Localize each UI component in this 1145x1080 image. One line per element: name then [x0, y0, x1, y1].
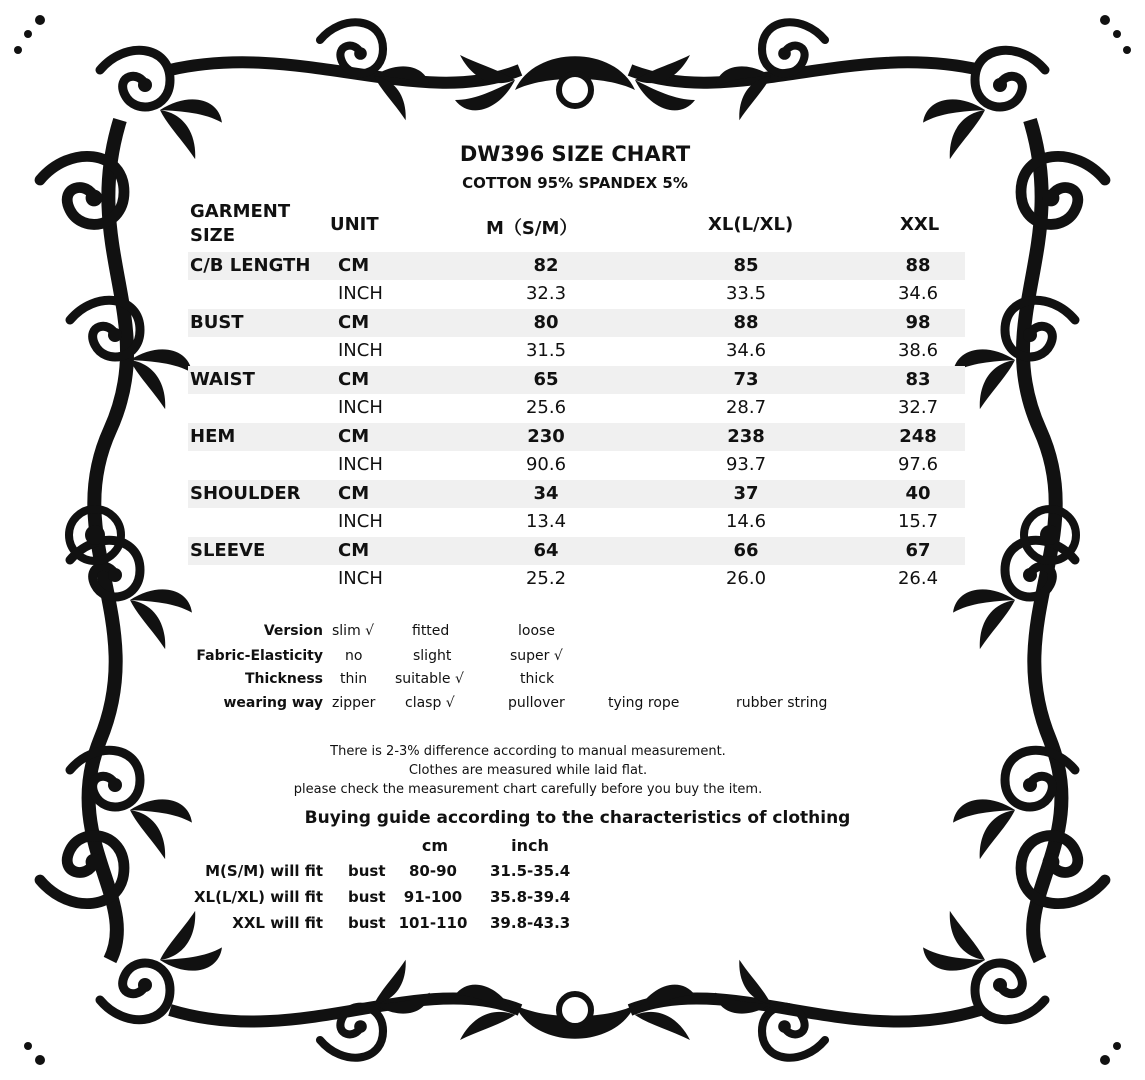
guide-cm-range: 80-90	[409, 862, 457, 880]
guide-body-part: bust	[348, 862, 386, 880]
measurement-name: SLEEVE	[190, 540, 266, 561]
table-row-cm	[188, 423, 965, 451]
buying-guide-title: Buying guide according to the characteristics of clothing	[304, 808, 851, 828]
unit-inch: INCH	[338, 511, 383, 532]
table-row-cm	[188, 366, 965, 394]
property-label: wearing way	[223, 695, 323, 711]
note-line: please check the measurement chart carefully before you buy the item.	[293, 782, 763, 797]
header-size-m: M（S/M）	[486, 218, 578, 239]
unit-cm: CM	[338, 255, 370, 276]
value-cm: 98	[905, 312, 931, 333]
table-row-inch	[188, 565, 965, 593]
value-cm: 88	[905, 255, 931, 276]
property-option: rubber string	[736, 695, 828, 711]
value-cm: 40	[905, 483, 931, 504]
header-size-xxl: XXL	[900, 214, 940, 235]
property-option: fitted	[412, 623, 450, 639]
guide-body-part: bust	[348, 888, 386, 906]
guide-col-cm: cm	[421, 836, 449, 855]
property-option: pullover	[508, 695, 565, 711]
property-option: loose	[518, 623, 555, 639]
measurement-name: SHOULDER	[190, 483, 301, 504]
unit-inch: INCH	[338, 397, 383, 418]
table-row-cm	[188, 252, 965, 280]
guide-inch-range: 35.8-39.4	[490, 888, 571, 906]
guide-col-inch: inch	[511, 836, 549, 855]
header-unit: UNIT	[330, 214, 379, 235]
unit-cm: CM	[338, 540, 370, 561]
value-inch: 38.6	[897, 340, 939, 361]
guide-cm-range: 91-100	[403, 888, 463, 906]
table-row-inch	[188, 508, 965, 536]
guide-inch-range: 39.8-43.3	[490, 914, 571, 932]
table-row-inch	[188, 280, 965, 308]
value-cm: 230	[527, 426, 565, 447]
guide-cm-range: 101-110	[398, 914, 468, 932]
unit-cm: CM	[338, 369, 370, 390]
guide-inch-range: 31.5-35.4	[490, 862, 571, 880]
value-cm: 37	[733, 483, 759, 504]
table-row-inch	[188, 337, 965, 365]
guide-size-label: XL(L/XL) will fit	[193, 888, 323, 906]
note-line: There is 2-3% difference according to manual measurement.	[330, 744, 726, 759]
property-option: super √	[510, 648, 563, 664]
table-row-cm	[188, 480, 965, 508]
property-option: clasp √	[405, 695, 455, 711]
measurement-name: C/B LENGTH	[190, 255, 311, 276]
page-title: DW396 SIZE CHART	[459, 142, 691, 166]
value-inch: 26.0	[725, 568, 767, 589]
value-inch: 26.4	[897, 568, 939, 589]
header-size-label: SIZE	[190, 225, 236, 246]
property-label: Fabric-Elasticity	[196, 648, 323, 664]
property-option: suitable √	[395, 671, 464, 687]
value-inch: 34.6	[725, 340, 767, 361]
unit-inch: INCH	[338, 568, 383, 589]
value-inch: 97.6	[897, 454, 939, 475]
value-inch: 15.7	[897, 511, 939, 532]
page-subtitle: COTTON 95% SPANDEX 5%	[462, 174, 688, 192]
table-row-inch	[188, 394, 965, 422]
value-cm: 248	[899, 426, 937, 447]
value-cm: 73	[733, 369, 759, 390]
header-garment-size	[190, 200, 290, 248]
property-label: Version	[263, 623, 323, 639]
value-cm: 34	[533, 483, 559, 504]
value-cm: 82	[533, 255, 559, 276]
value-inch: 31.5	[525, 340, 567, 361]
header-garment-label: GARMENT	[190, 201, 291, 222]
table-row-inch	[188, 451, 965, 479]
unit-cm: CM	[338, 426, 370, 447]
property-label: Thickness	[244, 671, 323, 687]
measurement-name: HEM	[190, 426, 236, 447]
table-row-cm	[188, 537, 965, 565]
unit-inch: INCH	[338, 454, 383, 475]
unit-cm: CM	[338, 483, 370, 504]
value-inch: 33.5	[725, 283, 767, 304]
note-line: Clothes are measured while laid flat.	[408, 763, 648, 778]
guide-size-label: XXL will fit	[232, 914, 323, 932]
value-cm: 238	[727, 426, 765, 447]
value-inch: 32.3	[525, 283, 567, 304]
value-inch: 28.7	[725, 397, 767, 418]
value-inch: 25.2	[525, 568, 567, 589]
value-cm: 66	[733, 540, 759, 561]
value-inch: 32.7	[897, 397, 939, 418]
value-cm: 67	[905, 540, 931, 561]
value-cm: 83	[905, 369, 931, 390]
value-cm: 64	[533, 540, 559, 561]
table-row-cm	[188, 309, 965, 337]
property-option: slight	[413, 648, 452, 664]
property-option: zipper	[332, 695, 376, 711]
property-option: thin	[340, 671, 368, 687]
unit-inch: INCH	[338, 283, 383, 304]
header-size-xl: XL(L/XL)	[708, 214, 794, 235]
property-option: thick	[520, 671, 555, 687]
property-option: tying rope	[608, 695, 680, 711]
measurement-name: WAIST	[190, 369, 255, 390]
value-inch: 13.4	[525, 511, 567, 532]
value-cm: 80	[533, 312, 559, 333]
guide-body-part: bust	[348, 914, 386, 932]
unit-cm: CM	[338, 312, 370, 333]
value-inch: 34.6	[897, 283, 939, 304]
value-cm: 88	[733, 312, 759, 333]
unit-inch: INCH	[338, 340, 383, 361]
value-inch: 90.6	[525, 454, 567, 475]
property-option: no	[345, 648, 363, 664]
value-inch: 93.7	[725, 454, 767, 475]
guide-size-label: M(S/M) will fit	[205, 862, 323, 880]
property-option: slim √	[332, 623, 375, 639]
value-inch: 25.6	[525, 397, 567, 418]
value-cm: 85	[733, 255, 759, 276]
value-inch: 14.6	[725, 511, 767, 532]
value-cm: 65	[533, 369, 559, 390]
measurement-name: BUST	[190, 312, 244, 333]
